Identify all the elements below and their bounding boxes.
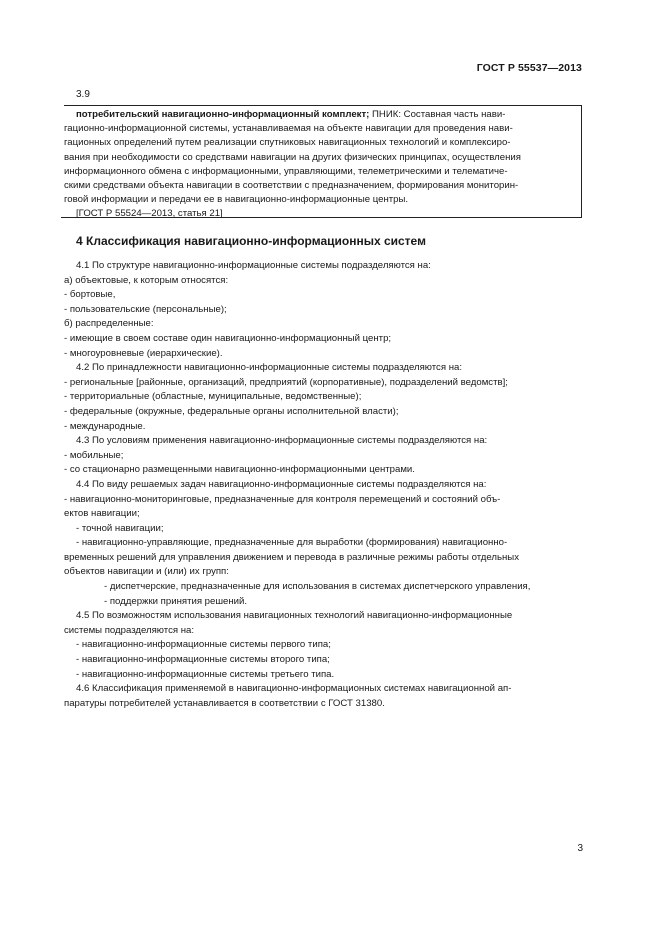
- list-item: - навигационно-информационные системы второго типа;: [76, 654, 330, 666]
- list-item: - бортовые,: [64, 289, 116, 301]
- term-definition-box: [64, 89, 581, 218]
- section-body: [64, 259, 584, 711]
- clause: 4.4 По виду решаемых задач навигационно-информационные системы подразделяются на:: [76, 478, 487, 490]
- term-source: [ГОСТ Р 55524—2013, статья 21]: [76, 208, 223, 220]
- list-item: - территориальные (областные, муниципальные, ведомственные);: [64, 391, 362, 403]
- term-line: скими средствами объекта навигации в соответствии с предназначением, формирования мониторин-: [64, 180, 519, 192]
- term-line: потребительский навигационно-информационный комплект; ПНИК: Составная часть нави-: [76, 109, 506, 120]
- clause-continuation: паратуры потребителей устанавливается в соответствии с ГОСТ 31380.: [64, 697, 385, 709]
- list-item: а) объектовые, к которым относятся:: [64, 274, 229, 286]
- term-line: вания при необходимости со средствами навигации на других физических принципах, осуществления: [64, 151, 521, 163]
- list-item: - федеральные (окружные, федеральные органы исполнительной власти);: [64, 405, 399, 417]
- list-item-continuation: ектов навигации;: [64, 508, 140, 520]
- list-item: б) распределенные:: [64, 318, 154, 330]
- list-item: - имеющие в своем составе один навигационно-информационный центр;: [64, 332, 392, 344]
- clause: 4.2 По принадлежности навигационно-информационные системы подразделяются на:: [76, 362, 463, 374]
- list-item: - пользовательские (персональные);: [64, 303, 227, 315]
- sub-list-item: - диспетчерские, предназначенные для использования в системах диспетчерского управления,: [104, 581, 531, 593]
- term-line: информационного обмена с информационными, управляющими, телеметрическими и телематиче-: [64, 165, 508, 177]
- list-item: - навигационно-мониторинговые, предназначенные для контроля перемещений и состояний объ-: [64, 493, 501, 505]
- list-item: - точной навигации;: [76, 522, 164, 534]
- list-item: - навигационно-информационные системы третьего типа.: [76, 668, 335, 680]
- clause: 4.6 Классификация применяемой в навигационно-информационных системах навигационной ап-: [76, 683, 512, 695]
- list-item: - со стационарно размещенными навигационно-информационными центрами.: [64, 464, 415, 476]
- list-item: - региональные [районные, организаций, предприятий (корпоративные), подразделений ведомств];: [64, 376, 508, 388]
- page-number: 3: [577, 843, 583, 854]
- term-line: говой информации и передачи ее в навигационно-информационные центры.: [64, 194, 409, 206]
- term-name: потребительский навигационно-информационный комплект;: [76, 109, 370, 120]
- list-item: - мобильные;: [64, 449, 124, 461]
- term-number: 3.9: [76, 89, 90, 100]
- list-item: - навигационно-управляющие, предназначенные для выработки (формирования) навигационно-: [76, 537, 508, 549]
- term-text: [64, 108, 576, 222]
- section-title: 4 Классификация навигационно-информационных систем: [76, 234, 426, 248]
- list-item-continuation: временных решений для управления движением и перевода в различные режимы работы отдельных: [64, 551, 519, 563]
- document-header: ГОСТ Р 55537—2013: [476, 62, 582, 74]
- sub-list-item: - поддержки принятия решений.: [104, 595, 248, 607]
- list-item: - навигационно-информационные системы первого типа;: [76, 639, 331, 651]
- term-line: гационно-информационной системы, устанавливаемая на объекте навигации для проведения нави-: [64, 123, 513, 135]
- clause: 4.1 По структуре навигационно-информационные системы подразделяются на:: [76, 260, 431, 271]
- clause-continuation: системы подразделяются на:: [64, 624, 195, 636]
- list-item: - многоуровневые (иерархические).: [64, 347, 223, 359]
- clause: 4.3 По условиям применения навигационно-информационные системы подразделяются на:: [76, 435, 488, 447]
- list-item: - международные.: [64, 420, 146, 432]
- clause: 4.5 По возможностям использования навигационных технологий навигационно-информационные: [76, 610, 513, 622]
- term-line: гационных определений путем реализации спутниковых навигационных технологий и комплексиро-: [64, 137, 511, 149]
- list-item-continuation: объектов навигации и (или) их групп:: [64, 566, 229, 578]
